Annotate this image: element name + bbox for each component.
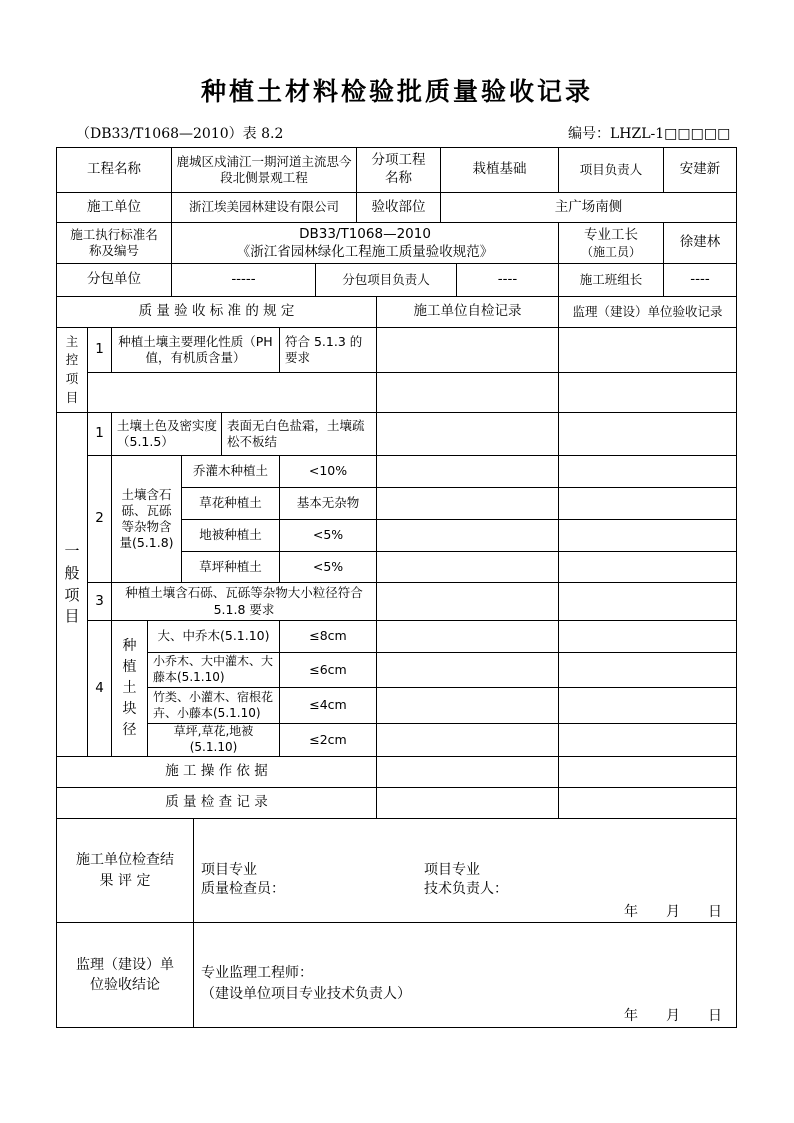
acceptance-part-label: 验收部位 <box>356 192 441 223</box>
quality-inspector-label <box>201 861 285 899</box>
foreman-label <box>558 222 664 264</box>
standard-code: DB33/T1068—2010 <box>299 225 431 242</box>
operation-basis-supervision[interactable] <box>558 756 737 788</box>
general-item4-number: 4 <box>87 620 112 757</box>
item4-row1-supervision[interactable] <box>558 620 737 653</box>
item2-row1-type: 乔灌木种植土 <box>181 455 280 488</box>
operation-basis-label: 施 工 操 作 依 据 <box>56 756 377 788</box>
item4-row1-self-check[interactable] <box>376 620 559 653</box>
team-leader-value: ---- <box>663 263 737 297</box>
item4-row3-requirement: ≤4cm <box>279 687 377 724</box>
main-item1-number: 1 <box>87 327 112 373</box>
project-manager-value: 安建新 <box>663 147 737 193</box>
general-item3-self-check[interactable] <box>376 582 559 621</box>
item2-row3-type: 地被种植土 <box>181 519 280 552</box>
item4-row4-type: 草坪,草花,地被(5.1.10) <box>147 723 280 757</box>
item4-row3-self-check[interactable] <box>376 687 559 724</box>
standard-reference: （DB33/T1068—2010）表 8.2 <box>76 126 284 142</box>
subcontractor-value: ----- <box>171 263 316 297</box>
foreman-label-sub: （施工员） <box>580 245 641 260</box>
main-item-blank-self-check[interactable] <box>376 372 559 413</box>
item4-row2-type: 小乔木、大中灌木、大藤本(5.1.10) <box>147 652 280 688</box>
item2-row4-requirement: <5% <box>279 551 377 583</box>
foreman-label-main: 专业工长 <box>584 226 638 243</box>
general-item2-name: 土壤含石砾、瓦砾等杂物含量(5.1.8) <box>111 455 182 583</box>
general-item1-self-check[interactable] <box>376 412 559 456</box>
item2-row2-type: 草花种植土 <box>181 487 280 520</box>
contractor-check-label: 施工单位检查结 果 评 定 <box>56 818 194 923</box>
self-check-column-header: 施工单位自检记录 <box>376 296 559 328</box>
contractor-check-date: 年 月 日 <box>624 904 722 920</box>
foreman-value: 徐建林 <box>663 222 737 264</box>
quality-record-supervision[interactable] <box>558 787 737 819</box>
main-item1-self-check[interactable] <box>376 327 559 373</box>
item4-row1-requirement: ≤8cm <box>279 620 377 653</box>
quality-record-self-check[interactable] <box>376 787 559 819</box>
item2-row2-requirement: 基本无杂物 <box>279 487 377 520</box>
item2-row1-supervision[interactable] <box>558 455 737 488</box>
item2-row3-supervision[interactable] <box>558 519 737 552</box>
item4-row1-type: 大、中乔木(5.1.10) <box>147 620 280 653</box>
item4-row2-supervision[interactable] <box>558 652 737 688</box>
item4-row4-requirement: ≤2cm <box>279 723 377 757</box>
tech-lead-line1: 项目专业 <box>424 862 480 878</box>
item2-row1-requirement: <10% <box>279 455 377 488</box>
supervision-conclusion-label: 监理（建设）单位验收结论 <box>56 922 194 1028</box>
item4-row2-self-check[interactable] <box>376 652 559 688</box>
supervising-engineer-label: 专业监理工程师： <box>201 965 313 981</box>
item2-row3-requirement: <5% <box>279 519 377 552</box>
sub-manager-value: ---- <box>456 263 559 297</box>
item4-row4-self-check[interactable] <box>376 723 559 757</box>
item2-row3-self-check[interactable] <box>376 519 559 552</box>
tech-lead-label <box>424 861 508 899</box>
project-manager-label: 项目负责人 <box>558 147 664 193</box>
quality-inspector-line1: 项目专业 <box>201 862 257 878</box>
general-item3-number: 3 <box>87 582 112 621</box>
item2-row4-type: 草坪种植土 <box>181 551 280 583</box>
page-title: 种植土材料检验批质量验收记录 <box>200 77 593 106</box>
standard-name: 《浙江省园林绿化工程施工质量验收规范》 <box>236 244 494 260</box>
tech-lead-line2: 技术负责人： <box>424 880 508 897</box>
main-item-blank-supervision[interactable] <box>558 372 737 413</box>
owner-tech-lead-label: （建设单位项目专业技术负责人） <box>201 986 411 1002</box>
general-item1-requirement: 表面无白色盐霜，土壤疏松不板结 <box>221 412 377 456</box>
main-items-label: 主控项目 <box>56 327 88 413</box>
quality-record-label: 质 量 检 查 记 录 <box>56 787 377 819</box>
project-name-value: 鹿城区戍浦江一期河道主流思今段北侧景观工程 <box>171 147 357 193</box>
item2-row1-self-check[interactable] <box>376 455 559 488</box>
subcontractor-label: 分包单位 <box>56 263 172 297</box>
sub-manager-label: 分包项目负责人 <box>315 263 457 297</box>
team-leader-label: 施工班组长 <box>558 263 664 297</box>
standard-value <box>171 222 559 264</box>
project-name-label: 工程名称 <box>56 147 172 193</box>
general-item3-text: 种植土壤含石砾、瓦砾等杂物大小粒径符合 5.1.8 要求 <box>111 582 377 621</box>
general-item2-number: 2 <box>87 455 112 583</box>
general-item1-number: 1 <box>87 412 112 456</box>
general-items-label: 一般项目 <box>56 412 88 757</box>
supervision-conclusion-date: 年 月 日 <box>624 1008 722 1024</box>
acceptance-part-value: 主广场南侧 <box>440 192 737 223</box>
standard-label: 施工执行标准名称及编号 <box>56 222 172 264</box>
item4-row3-type: 竹类、小灌木、宿根花卉、小藤本(5.1.10) <box>147 687 280 724</box>
main-item1-name: 种植土壤主要理化性质（PH 值，有机质含量） <box>111 327 280 373</box>
quality-inspector-line2: 质量检查员： <box>201 880 285 897</box>
item4-row4-supervision[interactable] <box>558 723 737 757</box>
item2-row2-self-check[interactable] <box>376 487 559 520</box>
item4-row2-requirement: ≤6cm <box>279 652 377 688</box>
general-item1-supervision[interactable] <box>558 412 737 456</box>
general-item4-name: 种植土块径 <box>111 620 148 757</box>
main-item-blank <box>87 372 377 413</box>
general-item1-name: 土壤土色及密实度（5.1.5） <box>111 412 222 456</box>
item2-row4-self-check[interactable] <box>376 551 559 583</box>
item4-row3-supervision[interactable] <box>558 687 737 724</box>
contractor-value: 浙江埃美园林建设有限公司 <box>171 192 357 223</box>
spec-column-header: 质 量 验 收 标 准 的 规 定 <box>56 296 377 328</box>
contractor-label: 施工单位 <box>56 192 172 223</box>
main-item1-requirement: 符合 5.1.3 的要求 <box>279 327 377 373</box>
operation-basis-self-check[interactable] <box>376 756 559 788</box>
main-item1-supervision[interactable] <box>558 327 737 373</box>
item2-row4-supervision[interactable] <box>558 551 737 583</box>
general-item3-supervision[interactable] <box>558 582 737 621</box>
sub-project-value: 栽植基础 <box>440 147 559 193</box>
sub-project-label: 分项工程名称 <box>356 147 441 193</box>
supervision-column-header: 监理（建设）单位验收记录 <box>558 296 737 328</box>
serial-number: 编号：LHZL-1□□□□□ <box>568 126 731 142</box>
item2-row2-supervision[interactable] <box>558 487 737 520</box>
